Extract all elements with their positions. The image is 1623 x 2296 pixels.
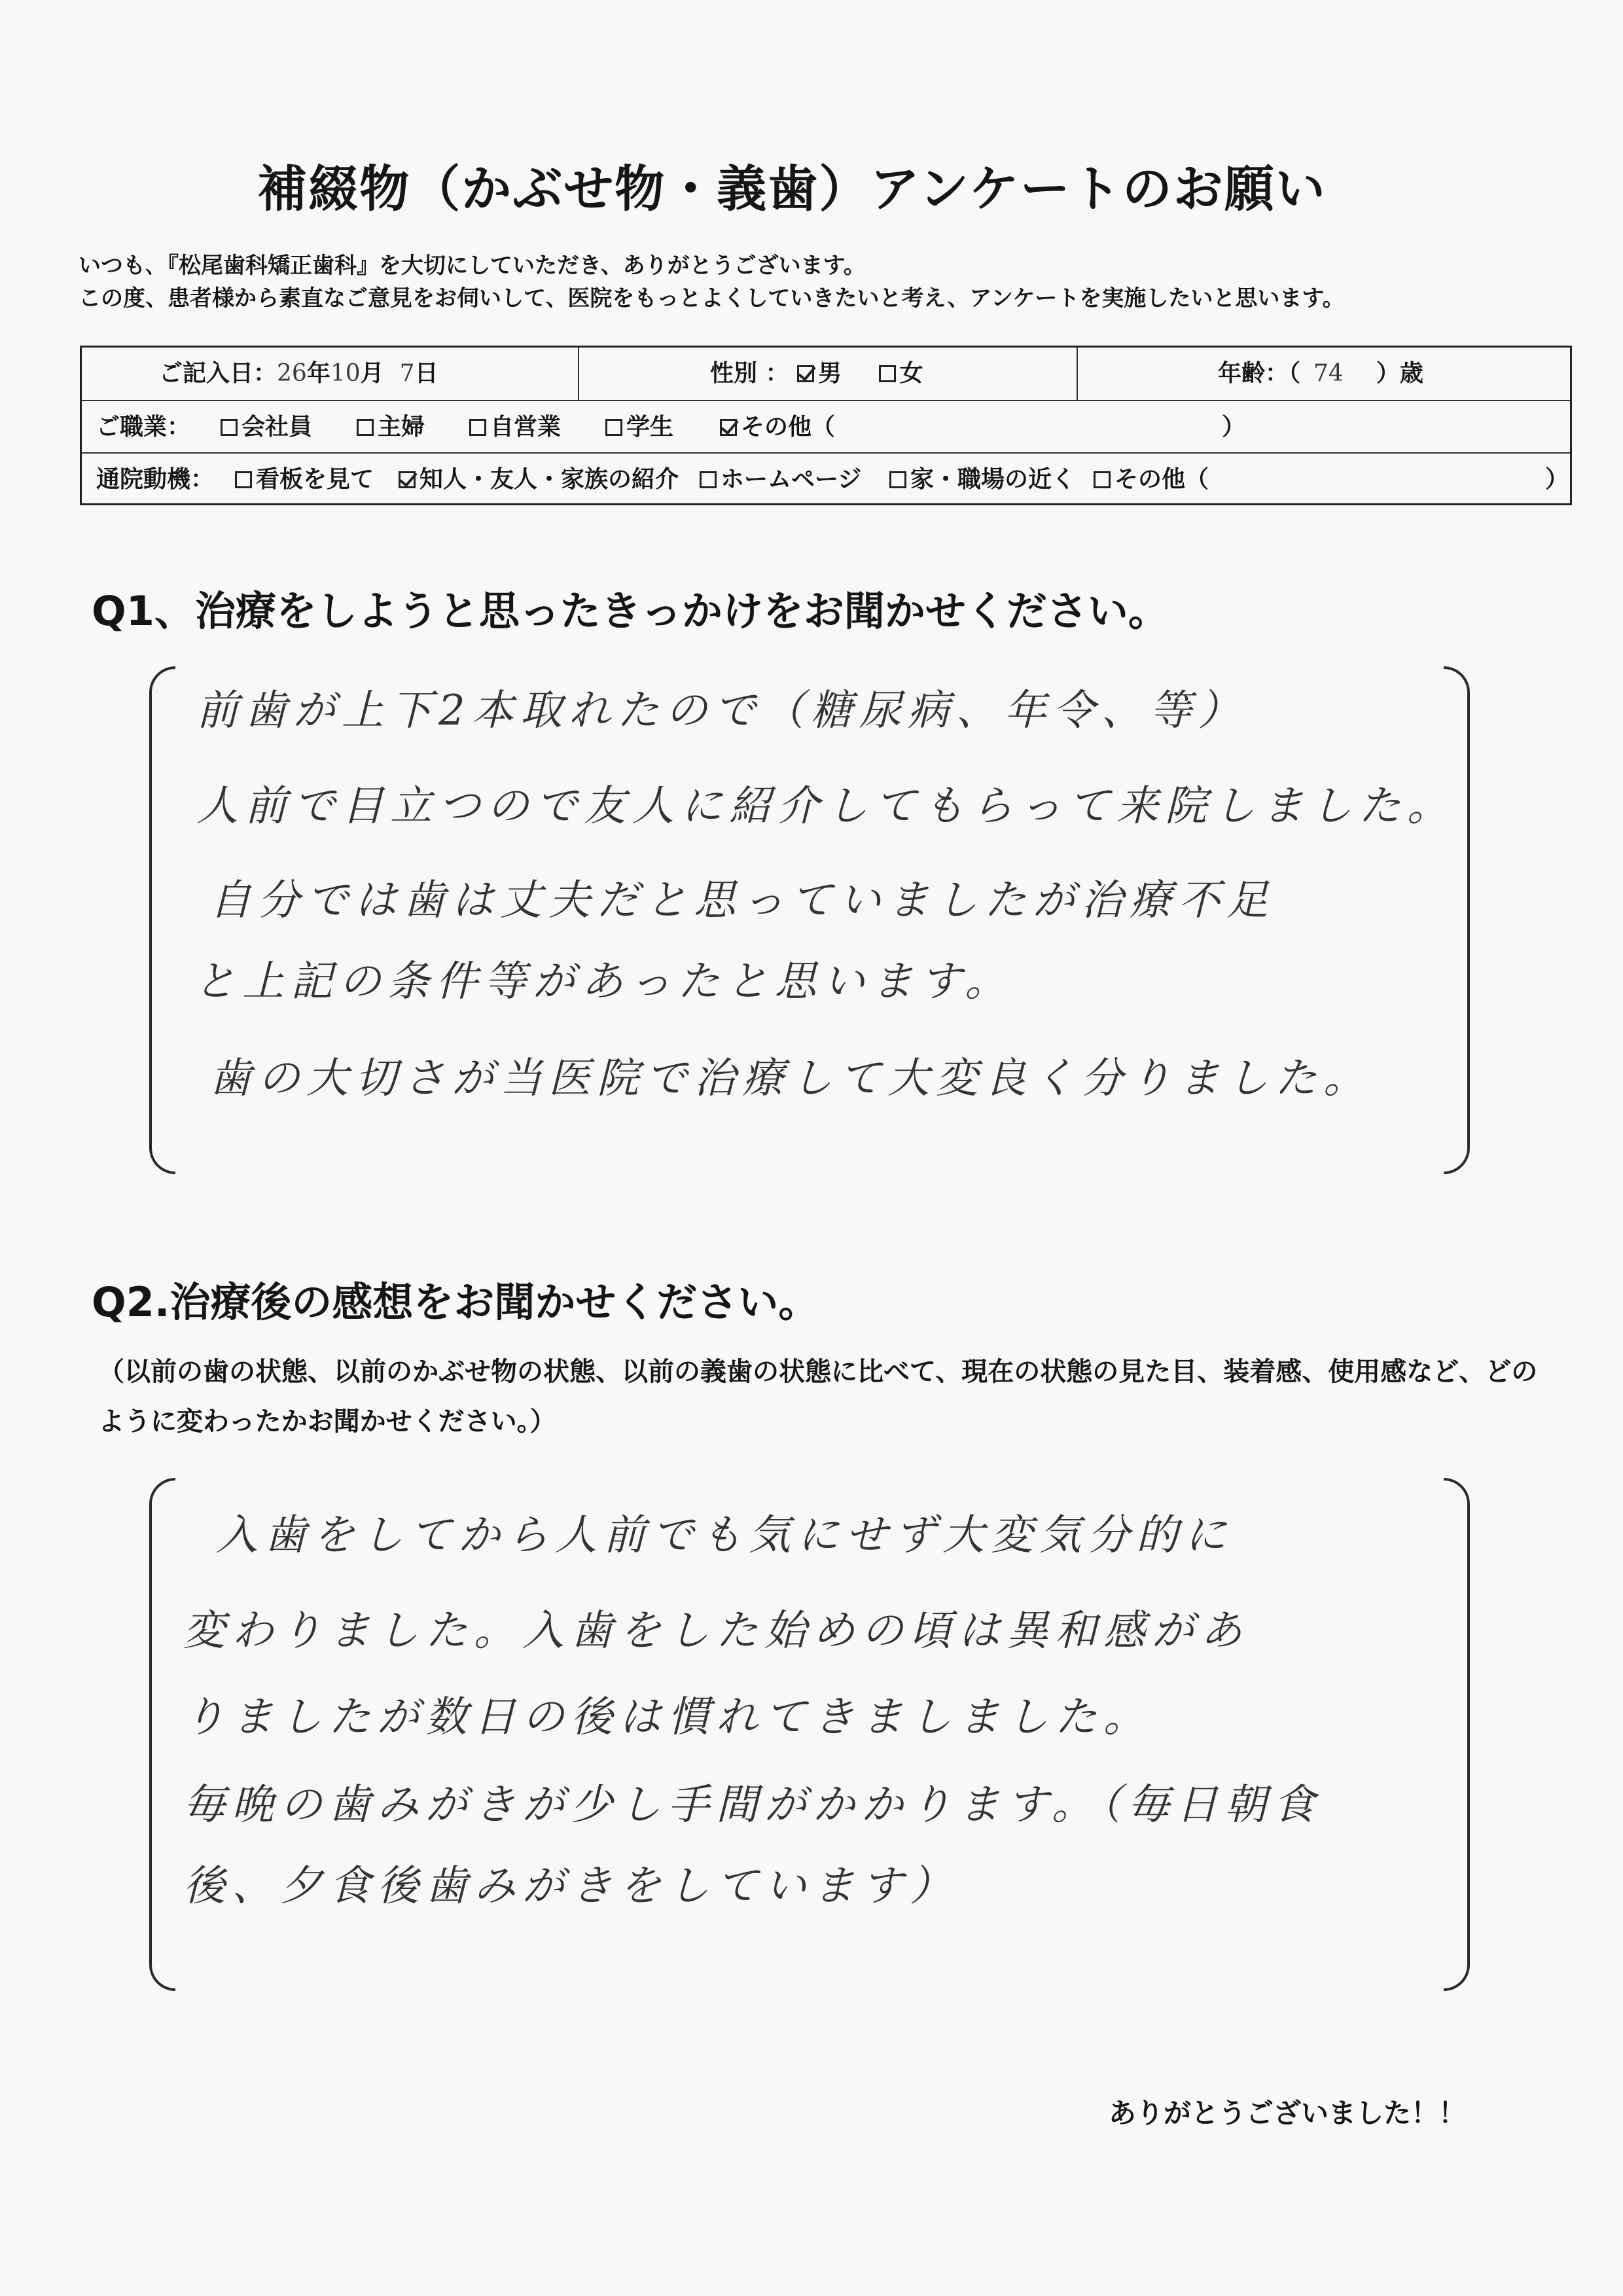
checkbox-icon[interactable] bbox=[720, 419, 737, 436]
divider bbox=[1077, 348, 1078, 400]
checkbox-icon[interactable] bbox=[357, 419, 374, 436]
occupation-option-other[interactable]: その他（ bbox=[720, 401, 835, 454]
intro-line-2: この度、患者様から素直なご意見をお伺いして、医院をもっとよくしていきたいと考え、アンケートを実施したいと思います。 bbox=[79, 285, 1345, 312]
motive-option-near-home-work[interactable]: 家・職場の近く bbox=[889, 454, 1075, 506]
motive-option-signboard[interactable]: 看板を見て bbox=[235, 454, 374, 506]
occupation-option-self-employed[interactable]: 自営業 bbox=[469, 401, 561, 454]
answer-2-line: 毎晩の歯みがきが少し手間がかかります。（毎日朝食 bbox=[183, 1781, 1321, 1829]
occupation-option-student[interactable]: 学生 bbox=[605, 401, 673, 454]
answer-2-line: りましたが数日の後は慣れてきましました。 bbox=[183, 1693, 1152, 1742]
checkbox-icon[interactable] bbox=[469, 419, 486, 436]
age-field: 年齢：（ 74 ）歳 bbox=[1218, 360, 1423, 387]
answer-2-line: 後、夕食後歯みがきをしています） bbox=[183, 1862, 958, 1910]
occupation-option-employee[interactable]: 会社員 bbox=[221, 401, 312, 454]
gender-male-checkbox[interactable] bbox=[797, 365, 814, 382]
question-2: Q2.治療後の感想をお聞かせください。 bbox=[92, 1278, 819, 1326]
info-row-date-gender-age bbox=[82, 348, 1570, 400]
question-1: Q1、治療をしようと思ったきっかけをお聞かせください。 bbox=[92, 587, 1169, 635]
survey-title: 補綴物（かぶせ物・義歯）アンケートのお願い bbox=[257, 160, 1327, 218]
date-day-value[interactable]: 7 bbox=[399, 360, 415, 387]
checkbox-icon[interactable] bbox=[221, 419, 238, 436]
motive-option-other[interactable]: その他（ bbox=[1094, 454, 1209, 506]
motive-label: 通院動機： bbox=[96, 466, 215, 493]
question-2-note: （以前の歯の状態、以前のかぶせ物の状態、以前の義歯の状態に比べて、現在の状態の見た目、装着感、使用感など、どのように変わったかお聞かせください。） bbox=[98, 1357, 1538, 1437]
gender-field: 性別 ： 男 女 bbox=[710, 360, 923, 387]
occupation-other-close: ） bbox=[1222, 414, 1246, 440]
motive-option-homepage[interactable]: ホームページ bbox=[700, 454, 861, 506]
date-year-value[interactable]: 26 bbox=[277, 360, 307, 387]
answer-1-bracket-right bbox=[1444, 666, 1470, 1174]
checkbox-icon[interactable] bbox=[235, 471, 252, 488]
info-row-occupation bbox=[82, 400, 1570, 454]
answer-1-line: 自分では歯は丈夫だと思っていましたが治療不足 bbox=[209, 876, 1275, 925]
answer-1-line: 人前で目立つので友人に紹介してもらって来院しました。 bbox=[196, 782, 1455, 831]
checkbox-icon[interactable] bbox=[605, 419, 622, 436]
answer-1-bracket-left bbox=[149, 666, 175, 1174]
answer-1-line: 前歯が上下2本取れたので（糖尿病、年令、等） bbox=[196, 687, 1247, 735]
info-row-motive bbox=[82, 452, 1570, 506]
checkbox-icon[interactable] bbox=[889, 471, 906, 488]
checkbox-icon[interactable] bbox=[399, 471, 416, 488]
occupation-label: ご職業： bbox=[96, 414, 191, 440]
answer-2-line: 入歯をしてから人前でも気にせず大変気分的に bbox=[216, 1511, 1233, 1560]
answer-1-line: 歯の大切さが当医院で治療して大変良く分りました。 bbox=[209, 1054, 1372, 1103]
motive-option-referral[interactable]: 知人・友人・家族の紹介 bbox=[399, 454, 679, 506]
age-value[interactable]: 74 bbox=[1313, 360, 1344, 387]
answer-2-bracket-right bbox=[1444, 1478, 1470, 1991]
intro-line-1: いつも､『松尾歯科矯正歯科』を大切にしていただき、ありがとうございます。 bbox=[79, 253, 866, 279]
divider bbox=[578, 348, 579, 400]
answer-1-line: と上記の条件等があったと思います。 bbox=[194, 958, 1014, 1006]
date-month-value[interactable]: 10 bbox=[330, 360, 361, 387]
occupation-option-homemaker[interactable]: 主婦 bbox=[357, 401, 425, 454]
entry-date: ご記入日：26年10月 7日 bbox=[159, 360, 438, 387]
checkbox-icon[interactable] bbox=[700, 471, 717, 488]
patient-info-table bbox=[80, 346, 1572, 505]
checkbox-icon[interactable] bbox=[1094, 471, 1111, 488]
answer-2-line: 変わりました。入歯をした始めの頃は異和感があ bbox=[183, 1607, 1249, 1655]
closing-thanks: ありがとうございました！！ bbox=[1108, 2097, 1466, 2129]
answer-2-bracket-left bbox=[149, 1478, 175, 1991]
motive-other-close: ） bbox=[1545, 466, 1569, 493]
gender-female-checkbox[interactable] bbox=[879, 365, 896, 382]
